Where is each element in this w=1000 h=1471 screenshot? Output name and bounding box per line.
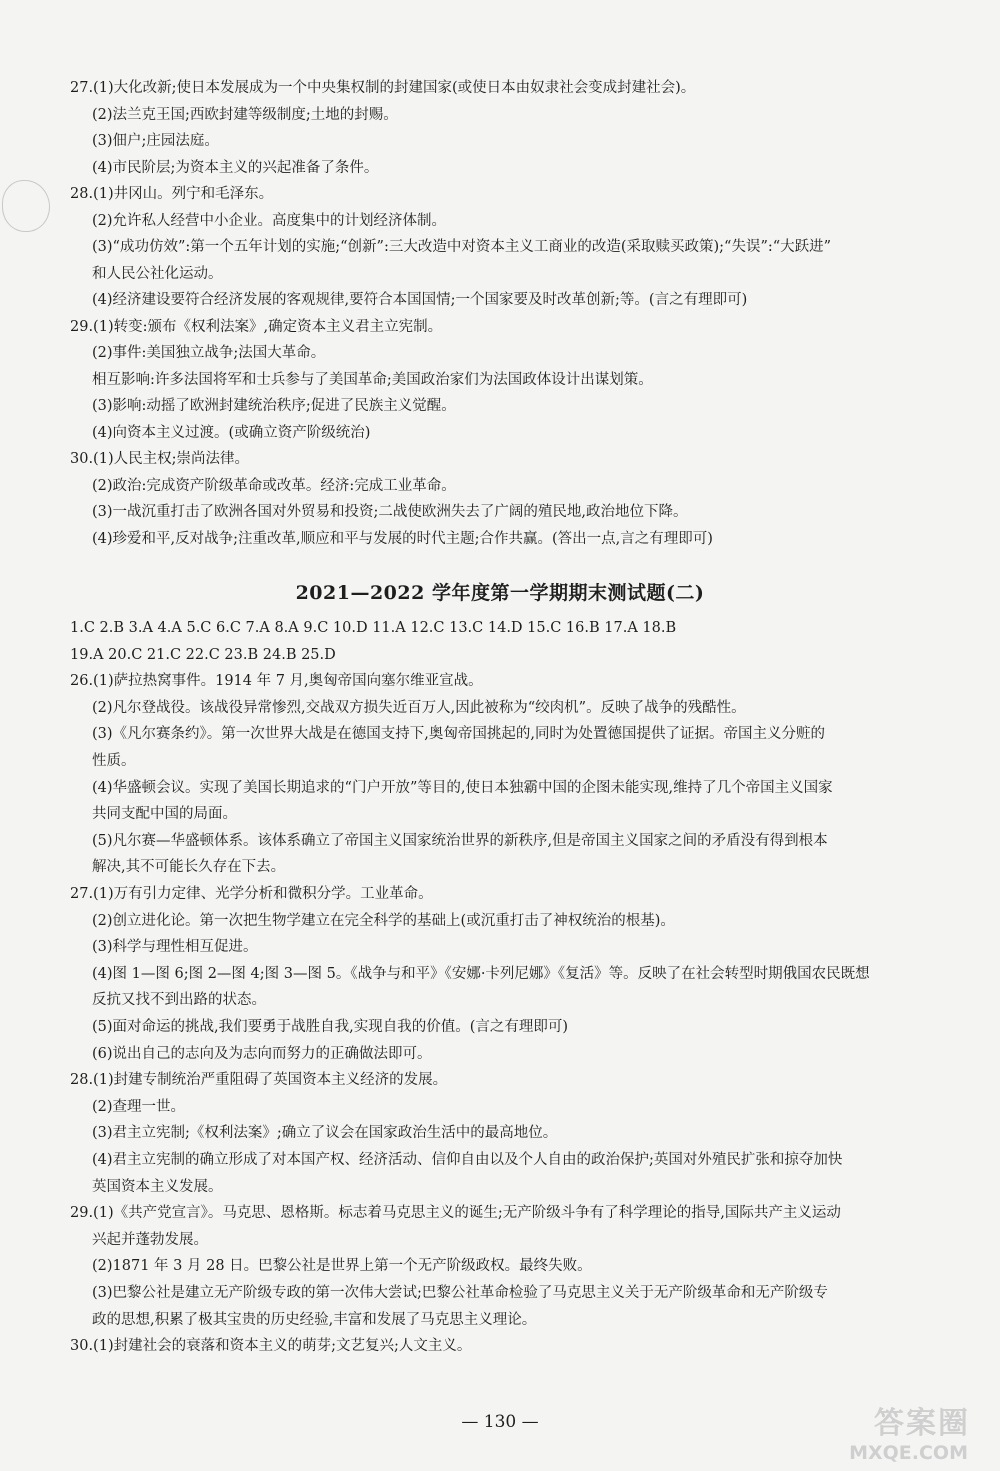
answer-line: 解决,其不可能长久存在下去。 [92, 859, 286, 876]
answer-line: 政的思想,积累了极其宝贵的历史经验,丰富和发展了马克思主义理论。 [92, 1311, 537, 1328]
answer-line: (4)经济建设要符合经济发展的客观规律,要符合本国国情;一个国家要及时改革创新;等。(言之有理即可) [92, 292, 748, 308]
answer-line: (3)佃户;庄园法庭。 [92, 133, 219, 149]
answer-line: 1.C 2.B 3.A 4.A 5.C 6.C 7.A 8.A 9.C 10.D 11.A 12.C 13.C 14.D 15.C 16.B 17.A 18.B [70, 620, 677, 636]
answer-line: 29.(1)《共产党宣言》。马克思、恩格斯。标志着马克思主义的诞生;无产阶级斗争有了科学理论的指导,国际共产主义运动 [70, 1205, 841, 1222]
watermark-logo-text: 答案圈 [874, 1406, 970, 1441]
answer-line: (3)“成功仿效”:第一个五年计划的实施;“创新”:三大改造中对资本主义工商业的改造(采取赎买政策);“失误”:“大跃进” [92, 239, 832, 255]
answer-line: 和人民公社化运动。 [92, 265, 223, 282]
answer-line: (4)华盛顿会议。实现了美国长期追求的“门户开放”等目的,使日本独霸中国的企图未能实现,维持了几个帝国主义国家 [92, 779, 833, 796]
answer-line: 英国资本主义发展。 [92, 1178, 223, 1195]
answer-line: 27.(1)大化改新;使日本发展成为一个中央集权制的封建国家(或使日本由奴隶社会变成封建社会)。 [70, 80, 696, 96]
answer-line: (2)政治:完成资产阶级革命或改革。经济:完成工业革命。 [92, 477, 456, 494]
answer-line: (3)一战沉重打击了欧洲各国对外贸易和投资;二战使欧洲失去了广阔的殖民地,政治地位下降。 [92, 504, 688, 520]
answer-line: (4)市民阶层;为资本主义的兴起准备了条件。 [92, 159, 379, 176]
watermark-logo [795, 1398, 970, 1468]
answer-line: 28.(1)井冈山。列宁和毛泽东。 [70, 186, 274, 202]
page-number: — 130 — [461, 1412, 539, 1432]
answer-line: 性质。 [92, 753, 136, 769]
answer-line: (3)影响:动摇了欧洲封建统治秩序;促进了民族主义觉醒。 [92, 398, 456, 414]
answer-line: (2)凡尔登战役。该战役异常惨烈,交战双方损失近百万人,因此被称为“绞肉机”。反映了战争的残酷性。 [92, 699, 746, 716]
answer-line: (3)君主立宪制;《权利法案》;确立了议会在国家政治生活中的最高地位。 [92, 1125, 558, 1142]
answer-line: (5)凡尔赛—华盛顿体系。该体系确立了帝国主义国家统治世界的新秩序,但是帝国主义国家之间的矛盾没有得到根本 [92, 832, 828, 849]
exam-title: 2021—2022 学年度第一学期期末测试题(二) [295, 582, 705, 604]
answer-line: 29.(1)转变:颁布《权利法案》,确定资本主义君主立宪制。 [70, 318, 443, 335]
answer-line: (6)说出自己的志向及为志向而努力的正确做法即可。 [92, 1045, 432, 1062]
answer-line: (2)事件:美国独立战争;法国大革命。 [92, 345, 326, 361]
answer-line: 30.(1)封建社会的衰落和资本主义的萌芽;文艺复兴;人文主义。 [70, 1338, 472, 1355]
answer-line: (3)巴黎公社是建立无产阶级专政的第一次伟大尝试;巴黎公社革命检验了马克思主义关于无产阶级革命和无产阶级专 [92, 1285, 828, 1301]
answer-line: 19.A 20.C 21.C 22.C 23.B 24.B 25.D [70, 646, 336, 663]
answer-line: 28.(1)封建专制统治严重阻碍了英国资本主义经济的发展。 [70, 1072, 448, 1089]
answer-line: 兴起并蓬勃发展。 [92, 1231, 208, 1248]
answer-line: (4)君主立宪制的确立形成了对本国产权、经济活动、信仰自由以及个人自由的政治保护;英国对外殖民扩张和掠夺加快 [92, 1152, 843, 1168]
watermark-site-text: MXQE.COM [849, 1442, 968, 1464]
answer-line: (4)图 1—图 6;图 2—图 4;图 3—图 5。《战争与和平》《安娜·卡列尼娜》《复活》等。反映了在社会转型时期俄国农民既想 [92, 965, 870, 982]
answer-line: 相互影响:许多法国将军和士兵参与了美国革命;美国政治家们为法国政体设计出谋划策。 [92, 371, 653, 388]
answer-line: 共同支配中国的局面。 [92, 806, 237, 823]
answer-line: (2)允许私人经营中小企业。高度集中的计划经济体制。 [92, 212, 447, 229]
answer-line: (2)创立进化论。第一次把生物学建立在完全科学的基础上(或沉重打击了神权统治的根基)。 [92, 912, 675, 929]
answer-line: (2)1871 年 3 月 28 日。巴黎公社是世界上第一个无产阶级政权。最终失败。 [92, 1258, 592, 1275]
answer-line: (2)查理一世。 [92, 1098, 186, 1115]
faint-stamp-mark [2, 180, 50, 232]
answer-line: (3)《凡尔赛条约》。第一次世界大战是在德国支持下,奥匈帝国挑起的,同时为处置德国提供了证据。帝国主义分赃的 [92, 726, 826, 743]
answer-line: 反抗又找不到出路的状态。 [92, 992, 266, 1009]
answer-line: 26.(1)萨拉热窝事件。1914 年 7 月,奥匈帝国向塞尔维亚宣战。 [70, 673, 483, 690]
answer-line: (5)面对命运的挑战,我们要勇于战胜自我,实现自我的价值。(言之有理即可) [92, 1019, 569, 1035]
answer-line: 30.(1)人民主权;崇尚法律。 [70, 451, 249, 467]
answer-line: 27.(1)万有引力定律、光学分析和微积分学。工业革命。 [70, 886, 433, 902]
answer-line: (4)向资本主义过渡。(或确立资产阶级统治) [92, 424, 371, 441]
answer-line: (2)法兰克王国;西欧封建等级制度;土地的封赐。 [92, 106, 398, 123]
answer-line: (3)科学与理性相互促进。 [92, 939, 258, 956]
answer-line: (4)珍爱和平,反对战争;注重改革,顺应和平与发展的时代主题;合作共赢。(答出一点,言之有理即可) [92, 530, 713, 547]
